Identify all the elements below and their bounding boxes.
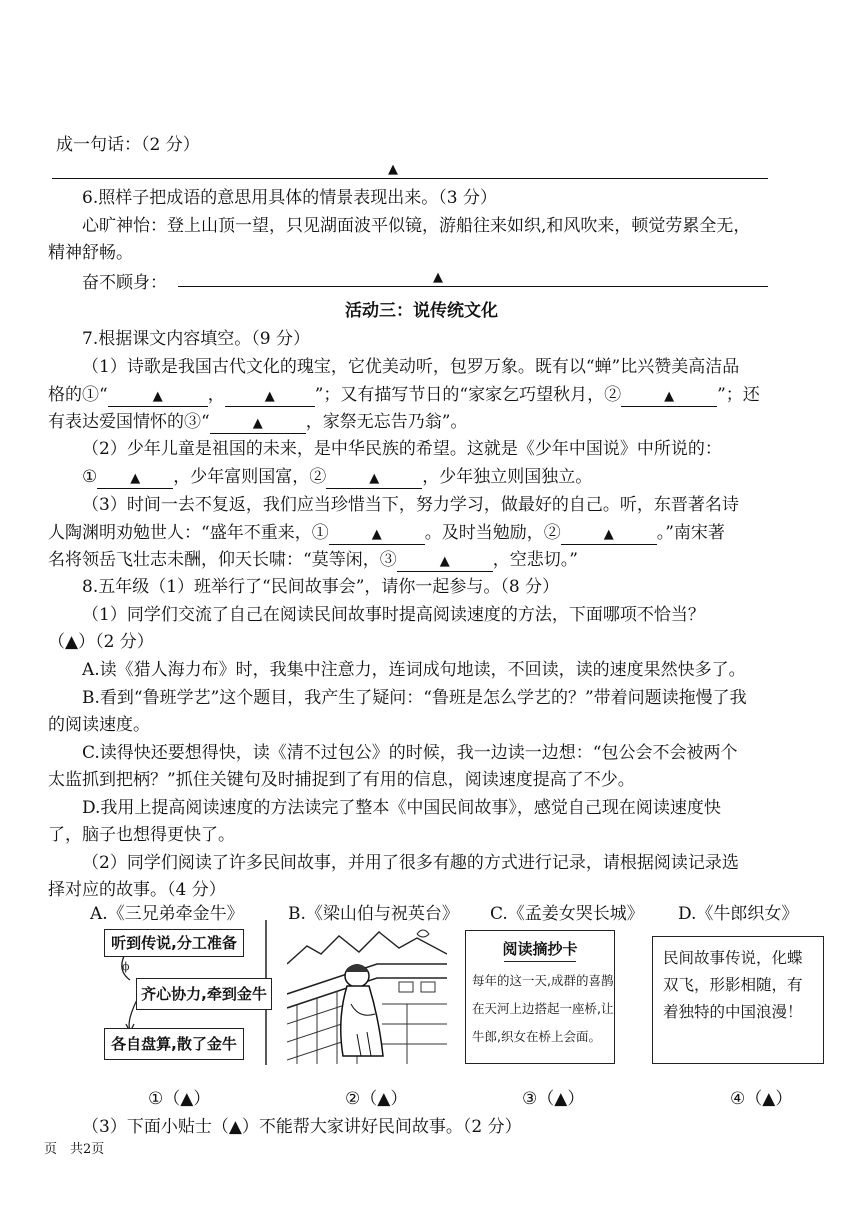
q7-p3-line1: （3）时间一去不复返，我们应当珍惜当下，努力学习，做最好的自己。听，东晋著名诗 [82, 495, 739, 515]
q8-option-c-line1: C.读得快还要想得快，读《清不过包公》的时候，我一边读一边想：“包公会不会被两个 [82, 743, 738, 763]
note-line2: 双飞，形影相随，有 [663, 976, 803, 994]
q6-task: 奋不顾身： [82, 273, 167, 293]
answer-slot-1[interactable]: ①（▲） [148, 1089, 211, 1109]
q8-s3: （3）下面小贴士（▲）不能帮大家讲好民间故事。（2 分） [82, 1117, 522, 1137]
great-wall-illustration-image [287, 924, 447, 1064]
reading-card-line3: 牛郎,织女在桥上会面。 [472, 1029, 601, 1044]
reading-card [465, 930, 615, 1064]
q6-title: 6.照样子把成语的意思用具体的情景表现出来。（3 分） [82, 188, 497, 208]
q5-answer-line[interactable] [52, 178, 768, 179]
q8-option-d-line1: D.我用上提高阅读速度的方法读完了整本《中国民间故事》，感觉自己现在阅读速度快 [82, 798, 721, 818]
activity3-heading: 活动三：说传统文化 [345, 301, 498, 321]
q7-title: 7.根据课文内容填空。（9 分） [82, 329, 310, 349]
q7-blank-3[interactable]: ▲ [210, 415, 306, 434]
q6-example-line2: 精神舒畅。 [48, 243, 133, 263]
q8-option-a: A.读《猎人海力布》时，我集中注意力，连词成句地读，不回读，读的速度果然快多了。 [82, 660, 746, 680]
q8-s2-line2: 择对应的故事。（4 分） [48, 880, 226, 900]
story-c: C.《孟姜女哭长城》 [490, 904, 644, 924]
reading-card-title: 阅读摘抄卡 [502, 940, 578, 958]
q7-p1-line3: 有表达爱国情怀的③“ ▲ ，家祭无忘告乃翁”。 [48, 412, 468, 432]
page-footer: 页 共2页 [44, 1142, 105, 1157]
q8-option-b-line2: 的阅读速度。 [48, 715, 150, 735]
story-d: D.《牛郎织女》 [678, 904, 799, 924]
note-card [652, 936, 824, 1064]
q7-p3-line3: 名将领岳飞壮志未酬，仰天长啸：“莫等闲，③ ▲ ，空悲切。” [48, 550, 578, 570]
answer-slot-2[interactable]: ②（▲） [345, 1089, 408, 1109]
q7-p2-line2: ① ▲ ，少年富则国富，② ▲ ，少年独立则国独立。 [82, 467, 593, 487]
q6-example-line1: 心旷神怡：登上山顶一望，只见湖面波平似镜，游船往来如织,和风吹来，顿觉劳累全无， [82, 216, 751, 236]
q8-s1-line1: （1）同学们交流了自己在阅读民间故事时提高阅读速度的方法，下面哪项不恰当？ [82, 605, 705, 625]
reading-card-line2: 在天河上边搭起一座桥,让 [472, 1001, 614, 1016]
q5-tail: 成一句话：（2 分） [56, 135, 200, 155]
answer-slot-4[interactable]: ④（▲） [730, 1089, 793, 1109]
flow-step-1: 听到传说,分工准备 [104, 929, 244, 957]
q7-blank-7[interactable]: ▲ [561, 526, 657, 545]
note-line3: 着独特的中国浪漫！ [663, 1003, 803, 1021]
q8-option-b-line1: B.看到“鲁班学艺”这个题目，我产生了疑问：“鲁班是怎么学艺的？”带着问题读拖慢了我 [82, 688, 747, 708]
q8-s1-line2: （▲）（2 分） [48, 632, 154, 652]
q7-blank-8[interactable]: ▲ [397, 553, 493, 572]
flow-step-2: 齐心协力,牵到金牛 [136, 978, 272, 1010]
q5-blank-marker: ▲ [388, 162, 398, 177]
q7-blank-6[interactable]: ▲ [329, 526, 425, 545]
q8-title: 8.五年级（1）班举行了“民间故事会”，请你一起参与。（8 分） [82, 577, 560, 597]
note-line1: 民间故事传说，化蝶 [663, 949, 803, 967]
story-b: B.《梁山伯与祝英台》 [288, 904, 459, 924]
reading-card-divider [504, 961, 576, 962]
answer-slot-3[interactable]: ③（▲） [522, 1089, 585, 1109]
q7-blank-5[interactable]: ▲ [326, 470, 422, 489]
reading-card-line1: 每年的这一天,成群的喜鹊 [472, 973, 614, 988]
q7-blank-1a[interactable]: ▲ [108, 388, 208, 407]
story-a: A.《三兄弟牵金牛》 [90, 904, 244, 924]
q7-p3-line2: 人陶渊明劝勉世人：“盛年不重来，① ▲ 。及时当勉励，② ▲ 。”南宋著 [48, 523, 725, 543]
q6-blank-marker: ▲ [433, 270, 443, 285]
q7-p1-line1: （1）诗歌是我国古代文化的瑰宝，它优美动听，包罗万象。既有以“蝉”比兴赞美高洁品 [82, 357, 740, 377]
q8-s2-line1: （2）同学们阅读了许多民间故事，并用了很多有趣的方式进行记录，请根据阅读记录选 [82, 853, 739, 873]
q7-blank-2[interactable]: ▲ [621, 388, 717, 407]
flow-step-3: 各自盘算,散了金牛 [104, 1028, 244, 1060]
q6-answer-line[interactable] [178, 286, 768, 287]
q7-p2-line1: （2）少年儿童是祖国的未来，是中华民族的希望。这就是《少年中国说》中所说的： [82, 439, 722, 459]
q8-option-c-line2: 太监抓到把柄？”抓住关键句及时捕捉到了有用的信息，阅读速度提高了不少。 [48, 770, 635, 790]
q7-blank-4[interactable]: ▲ [97, 470, 173, 489]
q8-option-d-line2: 了，脑子也想得更快了。 [48, 825, 235, 845]
q7-blank-1b[interactable]: ▲ [225, 388, 315, 407]
q7-p1-line2: 格的①“ ▲ ， ▲ ”；又有描写节日的“家家乞巧望秋月，② ▲ ”；还 [48, 385, 760, 405]
svg-text:ϕ: ϕ [122, 960, 130, 973]
